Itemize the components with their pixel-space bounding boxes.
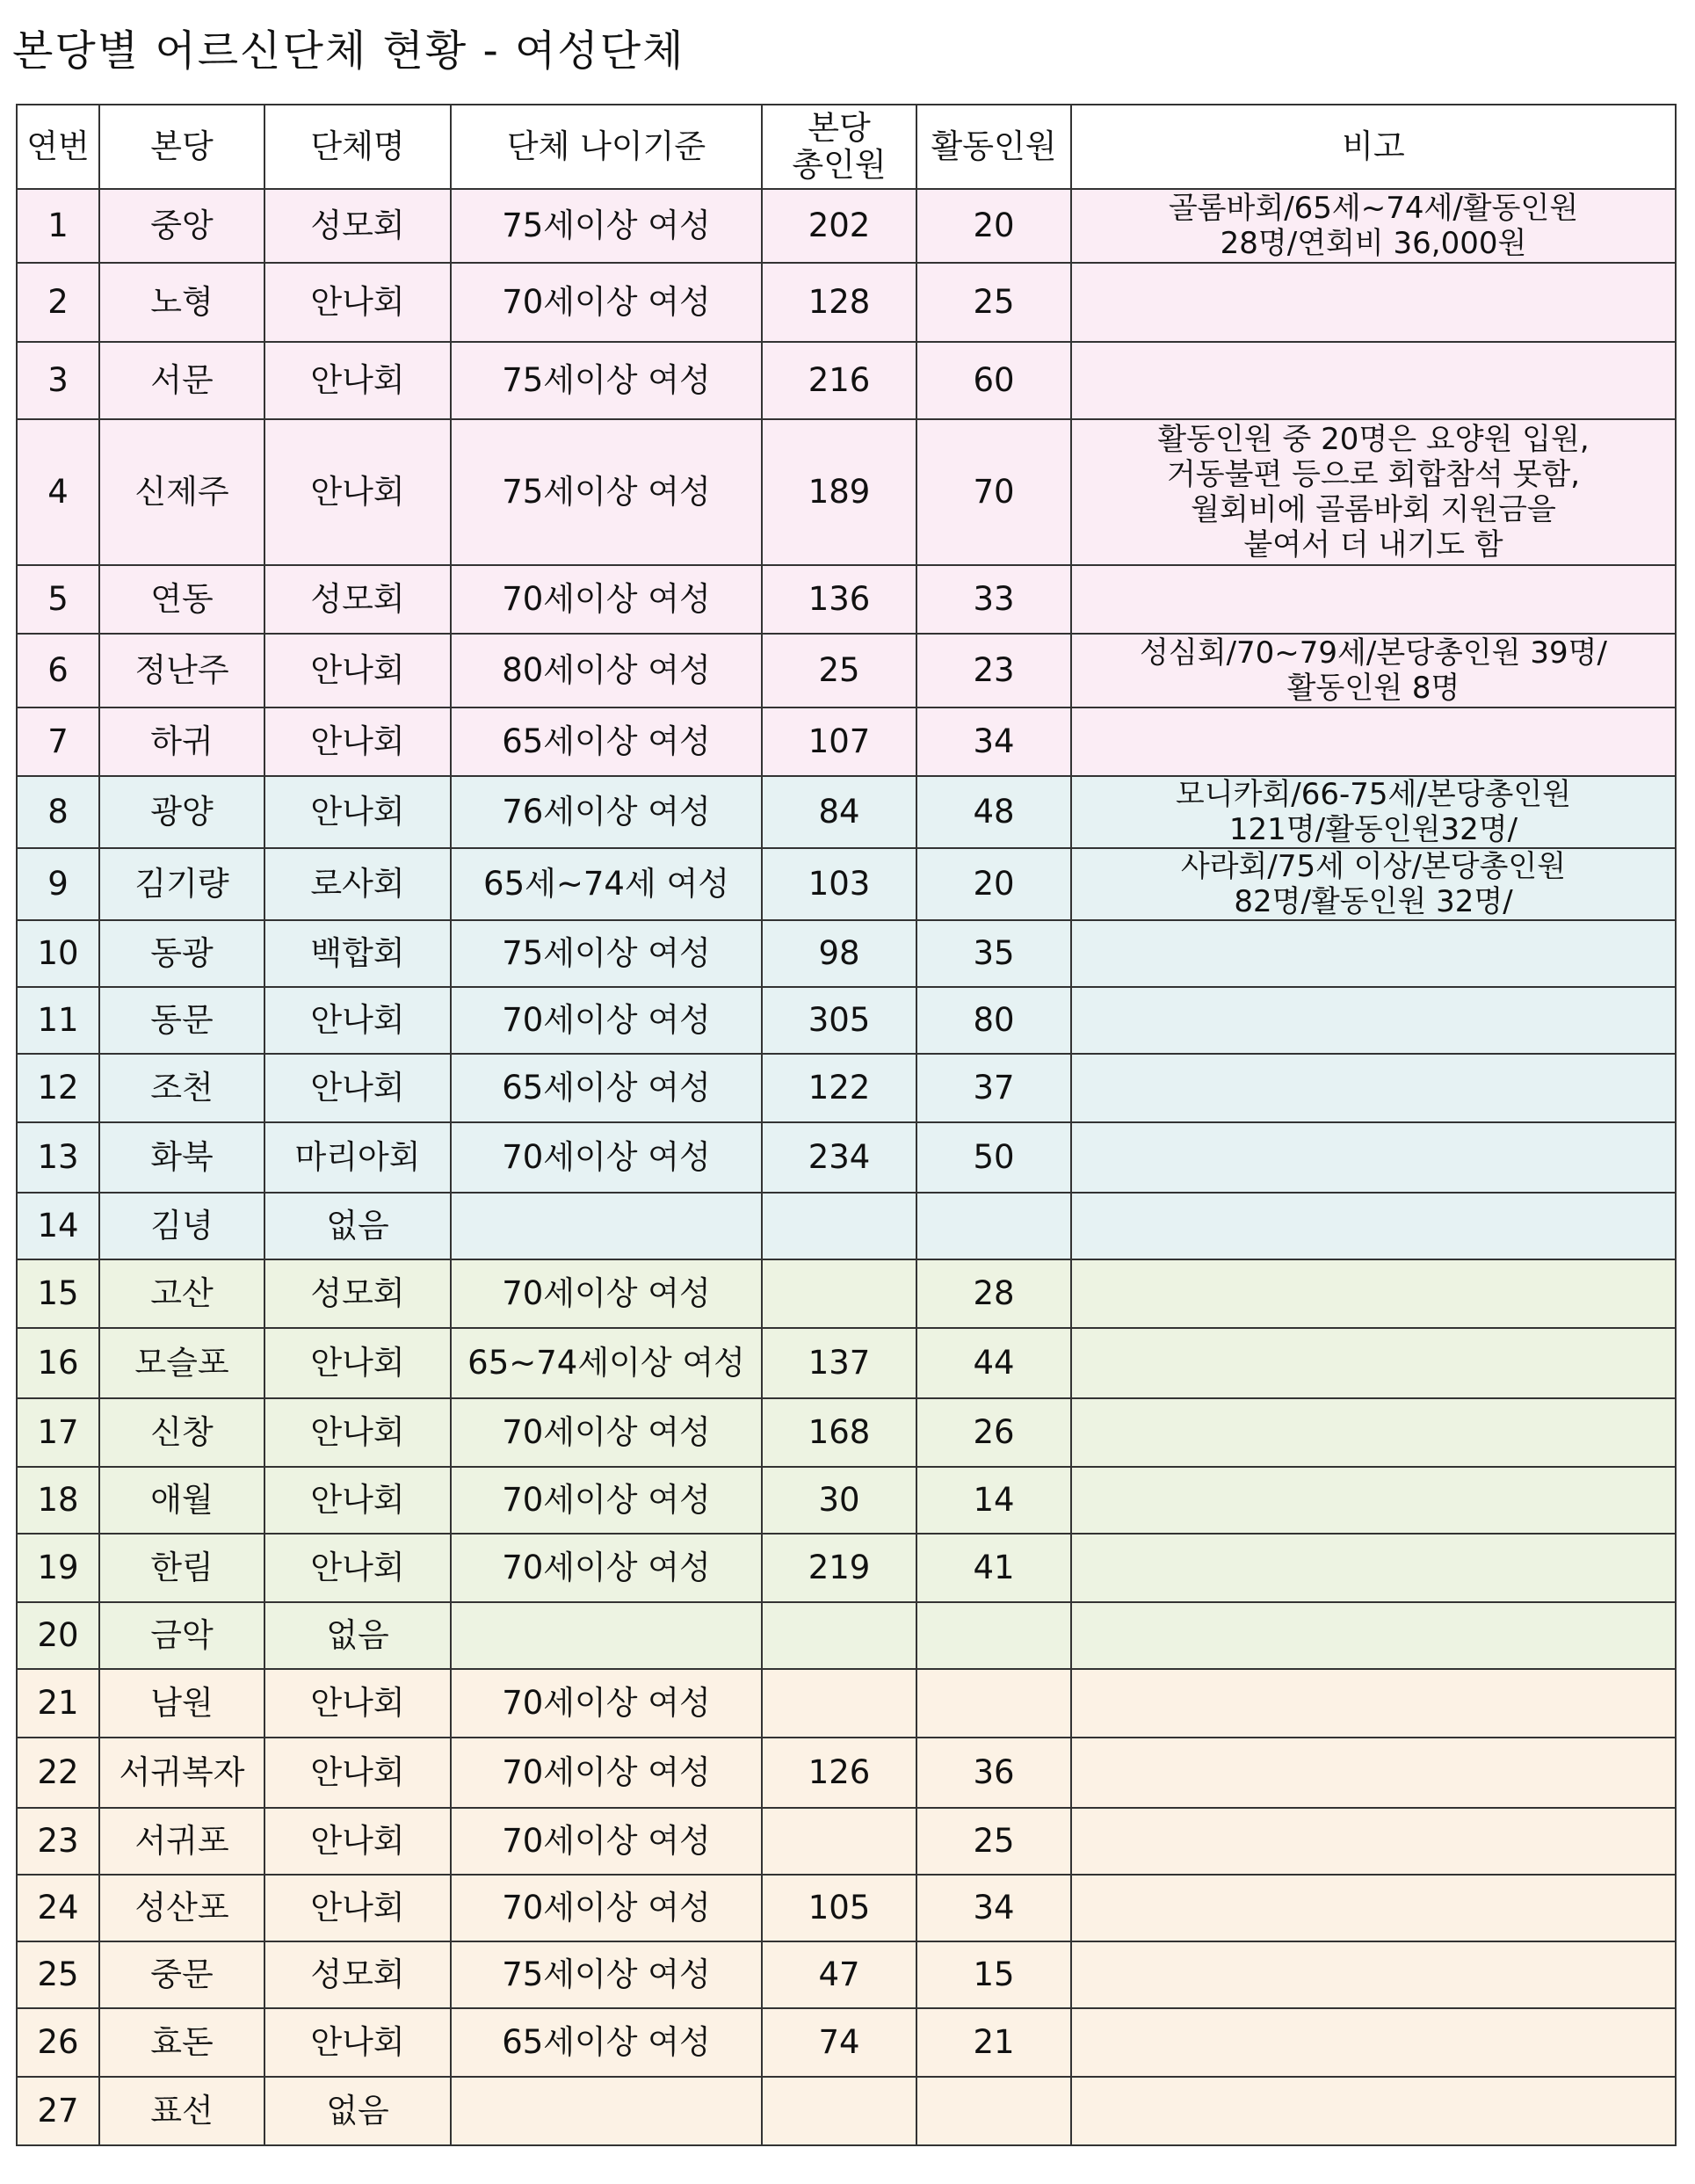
row-number-cell: 15 [17,1259,99,1328]
remarks-cell [1071,920,1676,987]
remarks-cell [1071,2008,1676,2077]
remarks-cell [1071,1738,1676,1808]
age-criteria-cell [451,1193,762,1259]
age-criteria-cell: 75세이상 여성 [451,920,762,987]
age-criteria-cell: 65세이상 여성 [451,1054,762,1122]
age-criteria-cell: 70세이상 여성 [451,1738,762,1808]
active-members-cell: 34 [916,1875,1071,1941]
remarks-cell: 성심회/70~79세/본당총인원 39명/ 활동인원 8명 [1071,634,1676,707]
remarks-cell [1071,2077,1676,2145]
age-criteria-cell: 70세이상 여성 [451,1808,762,1875]
row-number-cell: 12 [17,1054,99,1122]
group-name-cell: 안나회 [264,1808,451,1875]
parish-total-cell: 219 [762,1534,916,1602]
parish-total-cell [762,2077,916,2145]
parish-name-cell: 금악 [99,1602,264,1669]
remarks-cell [1071,1467,1676,1534]
parish-name-cell: 성산포 [99,1875,264,1941]
active-members-cell: 50 [916,1122,1071,1193]
header-parish-total: 본당 총인원 [762,105,916,189]
remarks-cell: 골롬바회/65세~74세/활동인원 28명/연회비 36,000원 [1071,189,1676,263]
header-age-criteria: 단체 나이기준 [451,105,762,189]
parish-name-cell: 중앙 [99,189,264,263]
remarks-cell: 모니카회/66-75세/본당총인원 121명/활동인원32명/ [1071,776,1676,848]
remarks-cell [1071,1669,1676,1738]
table-row [17,1398,1676,1467]
table-row [17,848,1676,920]
age-criteria-cell: 70세이상 여성 [451,1122,762,1193]
group-name-cell: 안나회 [264,419,451,565]
row-number-cell: 17 [17,1398,99,1467]
parish-total-cell: 74 [762,2008,916,2077]
parish-total-cell: 98 [762,920,916,987]
table-row [17,634,1676,707]
remarks-cell [1071,1875,1676,1941]
parish-total-cell: 105 [762,1875,916,1941]
active-members-cell [916,2077,1071,2145]
active-members-cell: 33 [916,565,1071,634]
parish-name-cell: 서귀복자 [99,1738,264,1808]
parish-total-cell: 25 [762,634,916,707]
group-name-cell: 안나회 [264,707,451,776]
row-number-cell: 7 [17,707,99,776]
age-criteria-cell: 70세이상 여성 [451,1467,762,1534]
header-group-name: 단체명 [264,105,451,189]
group-name-cell: 안나회 [264,987,451,1054]
row-number-cell: 11 [17,987,99,1054]
parish-total-cell: 234 [762,1122,916,1193]
parish-total-cell: 128 [762,263,916,342]
age-criteria-cell: 70세이상 여성 [451,1669,762,1738]
row-number-cell: 20 [17,1602,99,1669]
remarks-cell [1071,1193,1676,1259]
parish-name-cell: 동문 [99,987,264,1054]
table-row [17,189,1676,263]
parish-name-cell: 신제주 [99,419,264,565]
row-number-cell: 22 [17,1738,99,1808]
active-members-cell: 15 [916,1941,1071,2008]
remarks-cell [1071,1122,1676,1193]
group-name-cell: 성모회 [264,189,451,263]
remarks-cell [1071,1259,1676,1328]
age-criteria-cell: 75세이상 여성 [451,342,762,419]
row-number-cell: 18 [17,1467,99,1534]
parish-name-cell: 신창 [99,1398,264,1467]
age-criteria-cell: 75세이상 여성 [451,419,762,565]
active-members-cell: 21 [916,2008,1071,2077]
parish-total-cell [762,1602,916,1669]
active-members-cell: 35 [916,920,1071,987]
active-members-cell: 37 [916,1054,1071,1122]
active-members-cell: 34 [916,707,1071,776]
parish-name-cell: 서문 [99,342,264,419]
table-row [17,565,1676,634]
table-row [17,419,1676,565]
row-number-cell: 5 [17,565,99,634]
active-members-cell: 20 [916,189,1071,263]
group-name-cell: 로사회 [264,848,451,920]
age-criteria-cell: 70세이상 여성 [451,263,762,342]
remarks-cell [1071,707,1676,776]
table-row [17,263,1676,342]
header-remarks: 비고 [1071,105,1676,189]
parish-name-cell: 연동 [99,565,264,634]
age-criteria-cell: 70세이상 여성 [451,1398,762,1467]
remarks-cell [1071,1054,1676,1122]
active-members-cell: 60 [916,342,1071,419]
table-row [17,1738,1676,1808]
row-number-cell: 13 [17,1122,99,1193]
row-number-cell: 19 [17,1534,99,1602]
active-members-cell: 25 [916,1808,1071,1875]
table-row [17,1259,1676,1328]
parish-name-cell: 화북 [99,1122,264,1193]
parish-total-cell: 305 [762,987,916,1054]
parish-name-cell: 모슬포 [99,1328,264,1398]
row-number-cell: 9 [17,848,99,920]
row-number-cell: 1 [17,189,99,263]
group-name-cell: 성모회 [264,565,451,634]
table-row [17,1875,1676,1941]
remarks-cell [1071,1534,1676,1602]
age-criteria-cell: 65세이상 여성 [451,2008,762,2077]
group-name-cell: 안나회 [264,1669,451,1738]
active-members-cell: 44 [916,1328,1071,1398]
age-criteria-cell: 65세~74세 여성 [451,848,762,920]
row-number-cell: 2 [17,263,99,342]
row-number-cell: 6 [17,634,99,707]
row-number-cell: 16 [17,1328,99,1398]
parish-total-cell: 84 [762,776,916,848]
group-name-cell: 마리아회 [264,1122,451,1193]
remarks-cell [1071,263,1676,342]
active-members-cell: 26 [916,1398,1071,1467]
parish-name-cell: 남원 [99,1669,264,1738]
age-criteria-cell: 70세이상 여성 [451,1259,762,1328]
row-number-cell: 21 [17,1669,99,1738]
parish-name-cell: 노형 [99,263,264,342]
row-number-cell: 27 [17,2077,99,2145]
parish-name-cell: 한림 [99,1534,264,1602]
active-members-cell: 23 [916,634,1071,707]
parish-name-cell: 동광 [99,920,264,987]
active-members-cell: 20 [916,848,1071,920]
active-members-cell: 80 [916,987,1071,1054]
remarks-cell [1071,1328,1676,1398]
group-name-cell: 안나회 [264,263,451,342]
group-name-cell: 안나회 [264,1054,451,1122]
active-members-cell: 25 [916,263,1071,342]
active-members-cell: 36 [916,1738,1071,1808]
table-row [17,920,1676,987]
parish-total-cell: 137 [762,1328,916,1398]
remarks-cell [1071,1398,1676,1467]
table-row [17,1534,1676,1602]
parish-name-cell: 광양 [99,776,264,848]
parish-total-cell: 202 [762,189,916,263]
age-criteria-cell: 76세이상 여성 [451,776,762,848]
row-number-cell: 23 [17,1808,99,1875]
remarks-cell [1071,987,1676,1054]
parish-name-cell: 중문 [99,1941,264,2008]
parish-name-cell: 효돈 [99,2008,264,2077]
parish-name-cell: 서귀포 [99,1808,264,1875]
age-criteria-cell: 75세이상 여성 [451,1941,762,2008]
group-name-cell: 안나회 [264,1467,451,1534]
parish-total-cell: 216 [762,342,916,419]
parish-total-cell [762,1259,916,1328]
parish-total-cell: 189 [762,419,916,565]
table-row [17,1941,1676,2008]
parish-total-cell: 103 [762,848,916,920]
age-criteria-cell: 70세이상 여성 [451,565,762,634]
table-row [17,987,1676,1054]
age-criteria-cell: 65세이상 여성 [451,707,762,776]
group-name-cell: 없음 [264,2077,451,2145]
table-body [17,189,1676,2145]
parish-total-cell: 136 [762,565,916,634]
age-criteria-cell [451,2077,762,2145]
table-row [17,1467,1676,1534]
age-criteria-cell: 80세이상 여성 [451,634,762,707]
header-parish: 본당 [99,105,264,189]
remarks-cell [1071,342,1676,419]
table-row [17,1669,1676,1738]
parish-total-cell: 168 [762,1398,916,1467]
parish-name-cell: 애월 [99,1467,264,1534]
group-name-cell: 성모회 [264,1259,451,1328]
table-row [17,2077,1676,2145]
table-row [17,1193,1676,1259]
age-criteria-cell: 75세이상 여성 [451,189,762,263]
group-name-cell: 안나회 [264,1398,451,1467]
active-members-cell: 28 [916,1259,1071,1328]
table-row [17,1602,1676,1669]
row-number-cell: 25 [17,1941,99,2008]
row-number-cell: 26 [17,2008,99,2077]
parish-total-cell [762,1669,916,1738]
parish-total-cell [762,1193,916,1259]
header-active-members: 활동인원 [916,105,1071,189]
group-name-cell: 안나회 [264,1875,451,1941]
remarks-cell: 사라회/75세 이상/본당총인원 82명/활동인원 32명/ [1071,848,1676,920]
parish-name-cell: 정난주 [99,634,264,707]
remarks-cell [1071,1808,1676,1875]
parish-total-cell [762,1808,916,1875]
active-members-cell [916,1669,1071,1738]
remarks-cell [1071,565,1676,634]
group-name-cell: 없음 [264,1602,451,1669]
group-name-cell: 안나회 [264,776,451,848]
remarks-cell [1071,1602,1676,1669]
table-row [17,1808,1676,1875]
table-row [17,1054,1676,1122]
parish-name-cell: 조천 [99,1054,264,1122]
header-number: 연번 [17,105,99,189]
group-name-cell: 없음 [264,1193,451,1259]
age-criteria-cell: 70세이상 여성 [451,1534,762,1602]
remarks-cell: 활동인원 중 20명은 요양원 입원, 거동불편 등으로 회합참석 못함, 월회비에 골롬바회 지원금을 붙여서 더 내기도 함 [1071,419,1676,565]
parish-name-cell: 표선 [99,2077,264,2145]
remarks-cell [1071,1941,1676,2008]
age-criteria-cell [451,1602,762,1669]
active-members-cell [916,1193,1071,1259]
group-name-cell: 안나회 [264,1738,451,1808]
parish-name-cell: 하귀 [99,707,264,776]
page-title: 본당별 어르신단체 현황 - 여성단체 [12,26,685,76]
table-row [17,776,1676,848]
row-number-cell: 14 [17,1193,99,1259]
table-row [17,2008,1676,2077]
row-number-cell: 8 [17,776,99,848]
table-row [17,1328,1676,1398]
parish-name-cell: 김녕 [99,1193,264,1259]
active-members-cell: 41 [916,1534,1071,1602]
active-members-cell: 70 [916,419,1071,565]
active-members-cell: 48 [916,776,1071,848]
table-row [17,342,1676,419]
parish-name-cell: 고산 [99,1259,264,1328]
parish-total-cell: 122 [762,1054,916,1122]
group-name-cell: 안나회 [264,1328,451,1398]
group-name-cell: 안나회 [264,634,451,707]
parish-name-cell: 김기량 [99,848,264,920]
group-name-cell: 백합회 [264,920,451,987]
age-criteria-cell: 70세이상 여성 [451,1875,762,1941]
parish-total-cell: 126 [762,1738,916,1808]
parish-total-cell: 107 [762,707,916,776]
age-criteria-cell: 65~74세이상 여성 [451,1328,762,1398]
row-number-cell: 3 [17,342,99,419]
group-name-cell: 성모회 [264,1941,451,2008]
age-criteria-cell: 70세이상 여성 [451,987,762,1054]
table-row [17,707,1676,776]
active-members-cell: 14 [916,1467,1071,1534]
group-name-cell: 안나회 [264,1534,451,1602]
parish-total-cell: 30 [762,1467,916,1534]
table-row [17,1122,1676,1193]
table-header-row [17,105,1676,189]
row-number-cell: 24 [17,1875,99,1941]
parish-total-cell: 47 [762,1941,916,2008]
group-name-cell: 안나회 [264,2008,451,2077]
active-members-cell [916,1602,1071,1669]
row-number-cell: 10 [17,920,99,987]
group-name-cell: 안나회 [264,342,451,419]
parish-groups-table [16,104,1677,2146]
row-number-cell: 4 [17,419,99,565]
